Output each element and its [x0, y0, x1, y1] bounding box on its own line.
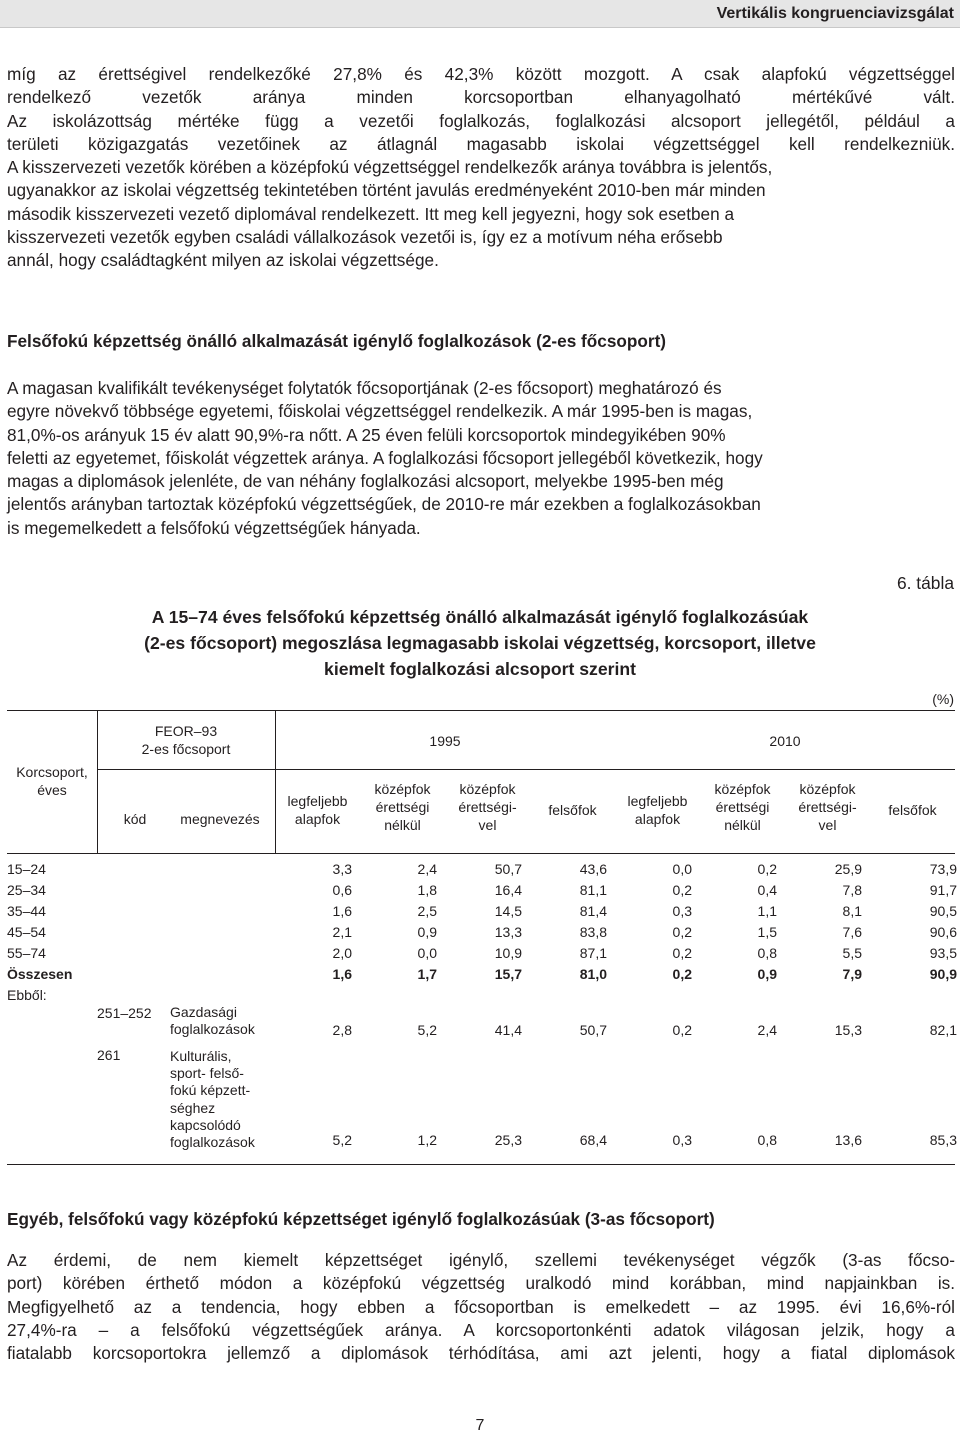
text-line: rendelkező vezetők aránya minden korcsoportban elhanyagolható mértékűvé vált. — [7, 87, 955, 108]
subgroup-name: Gazdasági foglalkozások — [170, 1004, 255, 1038]
table-cell: 0,0 — [417, 945, 437, 961]
table-cell: 10,9 — [494, 945, 522, 961]
text-line: jelentős arányban tartoztak középfokú végzettségűek, de 2010-re már ezekben a foglalkozásokban — [7, 494, 761, 515]
of-which-label: Ebből: — [7, 987, 47, 1003]
header-feor: FEOR–93 2-es főcsoport — [141, 723, 231, 757]
subgroup-code: 261 — [97, 1047, 121, 1063]
text-line: feletti az egyetemet, főiskolát végzettek aránya. A foglalkozási főcsoport jellegéből következik, hogy — [7, 447, 763, 468]
table-cell: 7,8 — [842, 882, 862, 898]
table-cell: 1,2 — [417, 1132, 437, 1148]
table-cell: 7,6 — [842, 924, 862, 940]
section-2-paragraph — [7, 377, 955, 540]
text-line: kisszervezeti vezetők egyben családi vállalkozások vezetői is, így ez a motívum néha erősebb — [7, 227, 723, 248]
table-unit: (%) — [932, 691, 954, 707]
text-line: Az érdemi, de nem kiemelt képzettséget igénylő, szellemi tevékenységet végzők (3-as főcso- — [7, 1250, 955, 1270]
table-cell: 0,3 — [672, 903, 692, 919]
text-line: A magasan kvalifikált tevékenységet folytatók főcsoportjának (2-es főcsoport) meghatározó és — [7, 378, 722, 398]
table-cell: 41,4 — [494, 1022, 522, 1038]
table-cell: 5,2 — [417, 1022, 437, 1038]
table-cell: 0,2 — [672, 882, 692, 898]
table-cell: 0,4 — [757, 882, 777, 898]
table-cell: 43,6 — [579, 861, 607, 877]
table-cell: 1,5 — [757, 924, 777, 940]
intro-text — [7, 63, 955, 273]
subgroup-name: Kulturális, sport- felső- fokú képzett- séghez kapcsolódó foglalkozások — [170, 1048, 255, 1151]
table-cell: 0,2 — [757, 861, 777, 877]
header-education-level: legfeljebb alapfok — [627, 793, 688, 827]
table-cell: 25,3 — [494, 1132, 522, 1148]
section-3-text — [7, 1249, 955, 1365]
year-subheader-rule — [275, 769, 955, 770]
table-title-line: A 15–74 éves felsőfokú képzettség önálló alkalmazását igénylő foglalkozásúak — [151, 607, 809, 627]
table-cell: 0,9 — [417, 924, 437, 940]
text-line: port) körében érthető módon a középfokú végzettség uralkodó mind korábban, mind napjainkban is. — [7, 1273, 955, 1294]
data-table — [7, 710, 955, 1165]
text-line: Az iskolázottság mértéke függ a vezetői foglalkozás, foglalkozási alcsoport jellegétől, például a — [7, 110, 955, 131]
table-title-line: kiemelt foglalkozási alcsoport szerint — [324, 659, 636, 679]
section-heading-3: Egyéb, felsőfokú vagy középfokú képzettséget igénylő foglalkozásúak (3-as főcsoport) — [7, 1209, 715, 1229]
table-cell: 91,7 — [929, 882, 957, 898]
section-2-text — [7, 377, 955, 540]
intro-paragraph-1 — [7, 63, 955, 110]
header-year-2010: 2010 — [769, 733, 801, 749]
table-cell: 5,2 — [332, 1132, 352, 1148]
running-head-title: Vertikális kongruenciavizsgálat — [716, 5, 954, 22]
text-line: míg az érettségivel rendelkezőké 27,8% és 42,3% között mozgott. A csak alapfokú végzettséggel — [7, 64, 955, 84]
text-line: területi közigazgatás vezetőinek az átlagnál magasabb iskolai végzettséggel kell rendelkezniük. — [7, 133, 955, 154]
table-cell: 1,6 — [332, 966, 352, 982]
text-line: magas a diplomások jelenléte, de van néhány foglalkozási alcsoport, melyekbe 1995-ben még — [7, 471, 724, 492]
header-education-level: felsőfok — [548, 802, 597, 818]
text-line: ugyanakkor az iskolai végzettség tekintetében történt javulás eredményeként 2010-ben már minden — [7, 180, 766, 201]
running-header — [0, 0, 960, 28]
table-number: 6. tábla — [896, 573, 954, 593]
table-cell: 68,4 — [579, 1132, 607, 1148]
row-label: 25–34 — [7, 882, 46, 898]
table-cell: 0,6 — [332, 882, 352, 898]
text-line: is megemelkedett a felsőfokú végzettségűek hányada. — [7, 517, 421, 538]
text-line: A kisszervezeti vezetők körében a középfokú végzettséggel rendelkezők aránya továbbra is jelentős, — [7, 157, 773, 178]
table-cell: 14,5 — [494, 903, 522, 919]
table-cell: 1,6 — [332, 903, 352, 919]
table-cell: 25,9 — [834, 861, 862, 877]
row-label: 45–54 — [7, 924, 46, 940]
table-cell: 90,6 — [929, 924, 957, 940]
table-cell: 2,5 — [417, 903, 437, 919]
table-cell: 85,3 — [929, 1132, 957, 1148]
table-cell: 0,2 — [672, 945, 692, 961]
header-education-level: legfeljebb alapfok — [287, 793, 348, 827]
table-cell: 0,2 — [672, 924, 692, 940]
row-label: Összesen — [7, 966, 73, 982]
table-top-rule — [7, 710, 955, 711]
table-cell: 0,2 — [672, 966, 692, 982]
table-cell: 0,9 — [757, 966, 777, 982]
row-label: 55–74 — [7, 945, 46, 961]
table-cell: 1,1 — [757, 903, 777, 919]
table-cell: 93,5 — [929, 945, 957, 961]
table-cell: 50,7 — [579, 1022, 607, 1038]
table-cell: 81,0 — [579, 966, 607, 982]
text-line: 27,4%-ra – a felsőfokú végzettségűek aránya. A korcsoportonkénti adatok világosan jelzik, hogy a — [7, 1319, 955, 1340]
table-cell: 7,9 — [842, 966, 862, 982]
text-line: annál, hogy családtagként milyen az iskolai végzettsége. — [7, 250, 439, 271]
header-code: kód — [123, 811, 147, 827]
header-year-1995: 1995 — [429, 733, 461, 749]
header-education-level: középfok érettségi- vel — [458, 781, 517, 833]
header-education-level: középfok érettségi nélkül — [714, 781, 771, 833]
table-cell: 2,4 — [757, 1022, 777, 1038]
table-cell: 5,5 — [842, 945, 862, 961]
table-cell: 73,9 — [929, 861, 957, 877]
row-label: 35–44 — [7, 903, 46, 919]
feor-subheader-rule — [97, 769, 275, 770]
page-number: 7 — [475, 1417, 485, 1434]
table-cell: 2,0 — [332, 945, 352, 961]
header-name: megnevezés — [180, 811, 260, 827]
table-cell: 1,7 — [417, 966, 437, 982]
table-title-line: (2-es főcsoport) megoszlása legmagasabb iskolai végzettség, korcsoport, illetve — [144, 633, 816, 653]
text-line: 81,0%-os arányuk 15 év alatt 90,9%-ra nőtt. A 25 éven felüli korcsoportok mindegyikében 90% — [7, 424, 726, 445]
intro-paragraph-3 — [7, 156, 955, 272]
table-cell: 15,7 — [494, 966, 522, 982]
header-bottom-rule — [7, 853, 955, 854]
table-cell: 13,6 — [834, 1132, 862, 1148]
table-cell: 1,8 — [417, 882, 437, 898]
subgroup-code: 251–252 — [97, 1005, 152, 1021]
table-cell: 82,1 — [929, 1022, 957, 1038]
table-cell: 8,1 — [842, 903, 862, 919]
table-cell: 0,8 — [757, 945, 777, 961]
header-education-level: felsőfok — [888, 802, 937, 818]
table-cell: 3,3 — [332, 861, 352, 877]
table-cell: 15,3 — [834, 1022, 862, 1038]
table-cell: 0,0 — [672, 861, 692, 877]
text-line: fiatalabb korcsoportokra jellemző a diplomások térhódítása, ami azt jelenti, hogy a fiatal diplomások — [7, 1343, 955, 1364]
text-line: második kisszervezeti vezető diplomával rendelkezett. Itt meg kell jegyezni, hogy sok esetben a — [7, 203, 735, 224]
header-education-level: középfok érettségi- vel — [798, 781, 857, 833]
table-cell: 50,7 — [494, 861, 522, 877]
table-cell: 16,4 — [494, 882, 522, 898]
table-title — [0, 604, 960, 682]
intro-paragraph-2 — [7, 110, 955, 157]
text-line: egyre növekvő többsége egyetemi, főiskolai végzettséggel rendelkezik. A már 1995-ben is magas, — [7, 401, 753, 422]
section-heading-2: Felsőfokú képzettség önálló alkalmazását igénylő foglalkozások (2-es főcsoport) — [7, 331, 667, 351]
row-label: 15–24 — [7, 861, 46, 877]
section-3-paragraph — [7, 1249, 955, 1365]
table-cell: 0,8 — [757, 1132, 777, 1148]
table-bottom-rule — [7, 1164, 955, 1165]
table-cell: 81,1 — [579, 882, 607, 898]
table-cell: 2,1 — [332, 924, 352, 940]
text-line: Megfigyelhető az a tendencia, hogy ebben a főcsoportban is emelkedett – az 1995. évi 16,6%-ról — [7, 1296, 955, 1317]
table-cell: 2,4 — [417, 861, 437, 877]
table-cell: 87,1 — [579, 945, 607, 961]
table-cell: 83,8 — [579, 924, 607, 940]
table-cell: 0,2 — [672, 1022, 692, 1038]
header-age: Korcsoport, éves — [16, 764, 88, 798]
table-cell: 81,4 — [579, 903, 607, 919]
header-education-level: középfok érettségi nélkül — [374, 781, 431, 833]
table-cell: 2,8 — [332, 1022, 352, 1038]
table-cell: 90,5 — [929, 903, 957, 919]
table-cell: 90,9 — [929, 966, 957, 982]
table-cell: 0,3 — [672, 1132, 692, 1148]
table-cell: 13,3 — [494, 924, 522, 940]
